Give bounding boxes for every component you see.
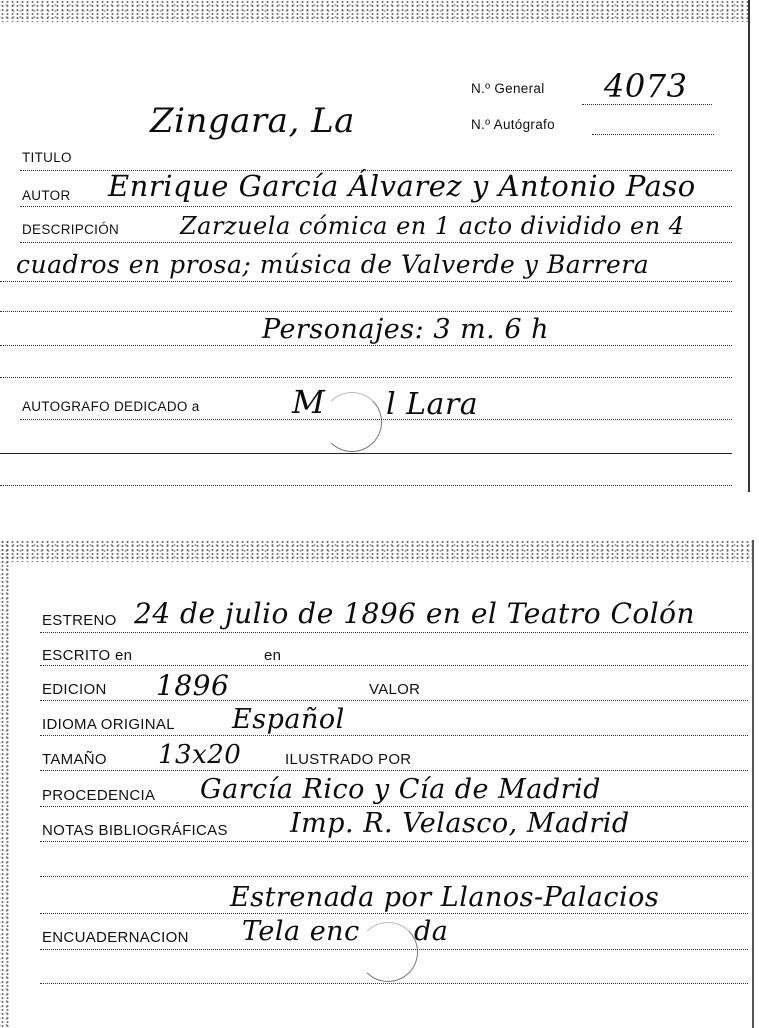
card-speckled-edge: [0, 540, 752, 562]
edicion-value: 1896: [156, 669, 230, 702]
encuadernacion-label: ENCUADERNACION: [42, 929, 189, 946]
procedencia-line: [40, 806, 748, 807]
escrito-en-second-label: en: [264, 647, 282, 664]
escrito-line: [40, 665, 748, 666]
encuadernacion-value-left: Tela enc: [242, 916, 360, 947]
encuadernacion-line: [40, 949, 748, 950]
encuadernacion-value-right: da: [414, 916, 449, 947]
descripcion-line-1: [20, 242, 732, 243]
autografo-dedicado-value-left: M: [292, 383, 326, 421]
tamano-value: 13x20: [158, 740, 242, 770]
titulo-value: Zingara, La: [150, 101, 355, 141]
autografo-dedicado-value-right: l Lara: [386, 387, 479, 422]
autor-line: [20, 206, 732, 207]
bottom-line-2: [0, 485, 732, 486]
punch-hole: [358, 922, 418, 982]
idioma-original-value: Español: [232, 704, 345, 735]
escrito-en-label: ESCRITO en: [42, 647, 133, 664]
descripcion-value-line2: cuadros en prosa; música de Valverde y Barrera: [16, 250, 650, 279]
ilustrado-por-label: ILUSTRADO POR: [285, 751, 412, 768]
idioma-original-label: IDIOMA ORIGINAL: [42, 716, 175, 733]
blank-line-2: [0, 377, 732, 378]
personajes-value: Personajes: 3 m. 6 h: [262, 314, 550, 345]
nota-extra-line: [40, 913, 748, 914]
edicion-label: EDICION: [42, 681, 107, 698]
catalog-card-back: [0, 540, 754, 1028]
autor-label: AUTOR: [22, 188, 71, 203]
descripcion-label: DESCRIPCIÓN: [22, 222, 120, 237]
estreno-label: ESTRENO: [42, 612, 117, 629]
estreno-line: [40, 632, 748, 633]
bottom-line: [40, 983, 748, 984]
tamano-label: TAMAÑO: [42, 751, 107, 768]
edicion-line: [40, 700, 748, 701]
autografo-dedicado-label: AUTOGRAFO DEDICADO a: [22, 399, 200, 414]
bottom-line-1: [0, 453, 732, 454]
notas-bibliograficas-label: NOTAS BIBLIOGRÁFICAS: [42, 822, 228, 839]
notas-line-2: [40, 876, 748, 877]
personajes-line: [0, 345, 732, 346]
idioma-line: [40, 735, 748, 736]
tamano-line: [40, 770, 748, 771]
catalog-card-front: [0, 0, 750, 492]
titulo-label: TITULO: [22, 150, 72, 165]
numero-general-line: [582, 104, 712, 105]
descripcion-value-line1: Zarzuela cómica en 1 acto dividido en 4: [180, 212, 685, 240]
blank-line-1: [0, 311, 732, 312]
notas-line-1: [40, 841, 748, 842]
numero-autografo-line: [592, 134, 714, 135]
numero-general-label: N.º General: [471, 81, 545, 96]
numero-autografo-label: N.º Autógrafo: [471, 117, 555, 132]
notas-bibliograficas-value: Imp. R. Velasco, Madrid: [290, 808, 630, 839]
autor-value: Enrique García Álvarez y Antonio Paso: [108, 169, 696, 203]
descripcion-line-2: [0, 281, 732, 282]
numero-general-value: 4073: [604, 67, 688, 105]
procedencia-label: PROCEDENCIA: [42, 787, 156, 804]
autografo-line: [20, 419, 732, 420]
valor-label: VALOR: [369, 681, 421, 698]
punch-hole: [322, 392, 382, 452]
card-speckled-edge: [0, 0, 748, 22]
card-speckled-side: [0, 540, 10, 1028]
procedencia-value: García Rico y Cía de Madrid: [200, 774, 601, 805]
estrenada-por-note: Estrenada por Llanos-Palacios: [230, 882, 660, 913]
estreno-value: 24 de julio de 1896 en el Teatro Colón: [134, 597, 696, 630]
